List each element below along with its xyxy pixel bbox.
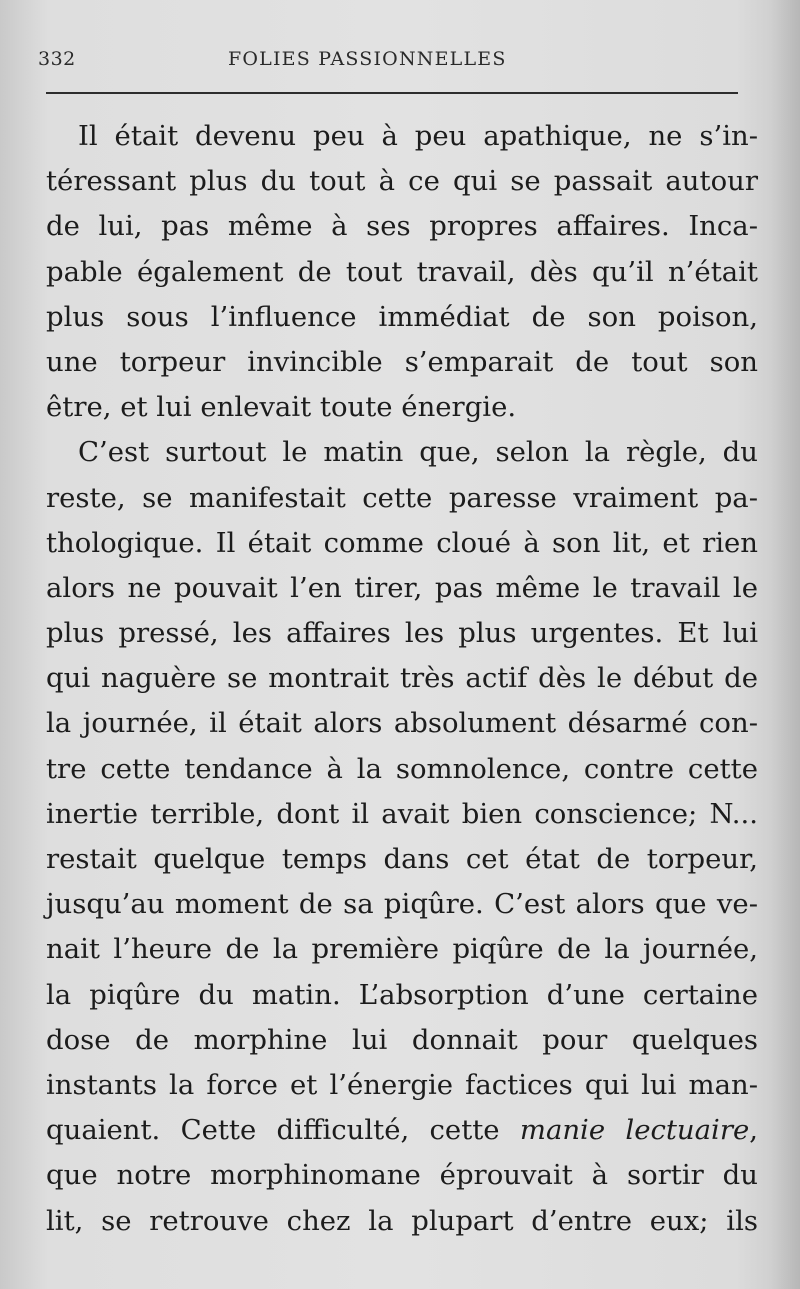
text-line: plus sous l’influence immédiat de son poison,: [46, 300, 758, 333]
text-line: alors ne pouvait l’en tirer, pas même le travail le: [46, 571, 758, 604]
text-line: lit, se retrouve chez la plupart d’entre eux; ils: [46, 1204, 758, 1237]
header-rule: [46, 92, 738, 94]
text-line: que notre morphinomane éprouvait à sortir du: [46, 1159, 758, 1192]
text-line: thologique. Il était comme cloué à son lit, et rien: [46, 526, 758, 559]
text-segment: ,: [749, 1114, 759, 1147]
text-line: qui naguère se montrait très actif dès le début de: [46, 662, 758, 695]
paragraph-1: [46, 114, 758, 430]
text-line: Il était devenu peu à peu apathique, ne s’in-: [78, 120, 758, 152]
text-line: C’est surtout le matin que, selon la règle, du: [78, 436, 758, 469]
text-line-with-italic: [46, 1108, 758, 1153]
text-line: la journée, il était alors absolument désarmé con-: [46, 707, 758, 740]
text-line: une torpeur invincible s’emparait de tout son: [46, 345, 758, 378]
paragraph-2: [46, 430, 758, 1243]
text-line: de lui, pas même à ses propres affaires. Inca-: [46, 210, 758, 243]
text-line: la piqûre du matin. L’absorption d’une certaine: [46, 978, 758, 1011]
text-segment: quaient. Cette difficulté, cette: [46, 1114, 520, 1147]
text-line: nait l’heure de la première piqûre de la journée,: [46, 933, 758, 966]
running-head: [38, 46, 740, 76]
text-line: instants la force et l’énergie factices qui lui man-: [46, 1068, 758, 1101]
text-line: être, et lui enlevait toute énergie.: [46, 391, 517, 424]
text-line: tre cette tendance à la somnolence, contre cette: [46, 752, 758, 785]
body-text: [46, 114, 758, 1244]
text-line: jusqu’au moment de sa piqûre. C’est alors que ve-: [46, 888, 758, 921]
text-line: téressant plus du tout à ce qui se passait autour: [46, 165, 758, 198]
text-line: dose de morphine lui donnait pour quelques: [46, 1023, 758, 1056]
page-number: 332: [38, 48, 76, 70]
running-title: FOLIES PASSIONNELLES: [228, 48, 507, 70]
italic-phrase: manie lectuaire: [519, 1114, 750, 1147]
text-line: inertie terrible, dont il avait bien conscience; N...: [46, 797, 758, 830]
text-line: restait quelque temps dans cet état de torpeur,: [46, 843, 758, 875]
text-line: reste, se manifestait cette paresse vraiment pa-: [46, 481, 758, 514]
text-line: plus pressé, les affaires les plus urgentes. Et lui: [46, 617, 758, 650]
text-line: pable également de tout travail, dès qu’il n’était: [46, 255, 758, 288]
